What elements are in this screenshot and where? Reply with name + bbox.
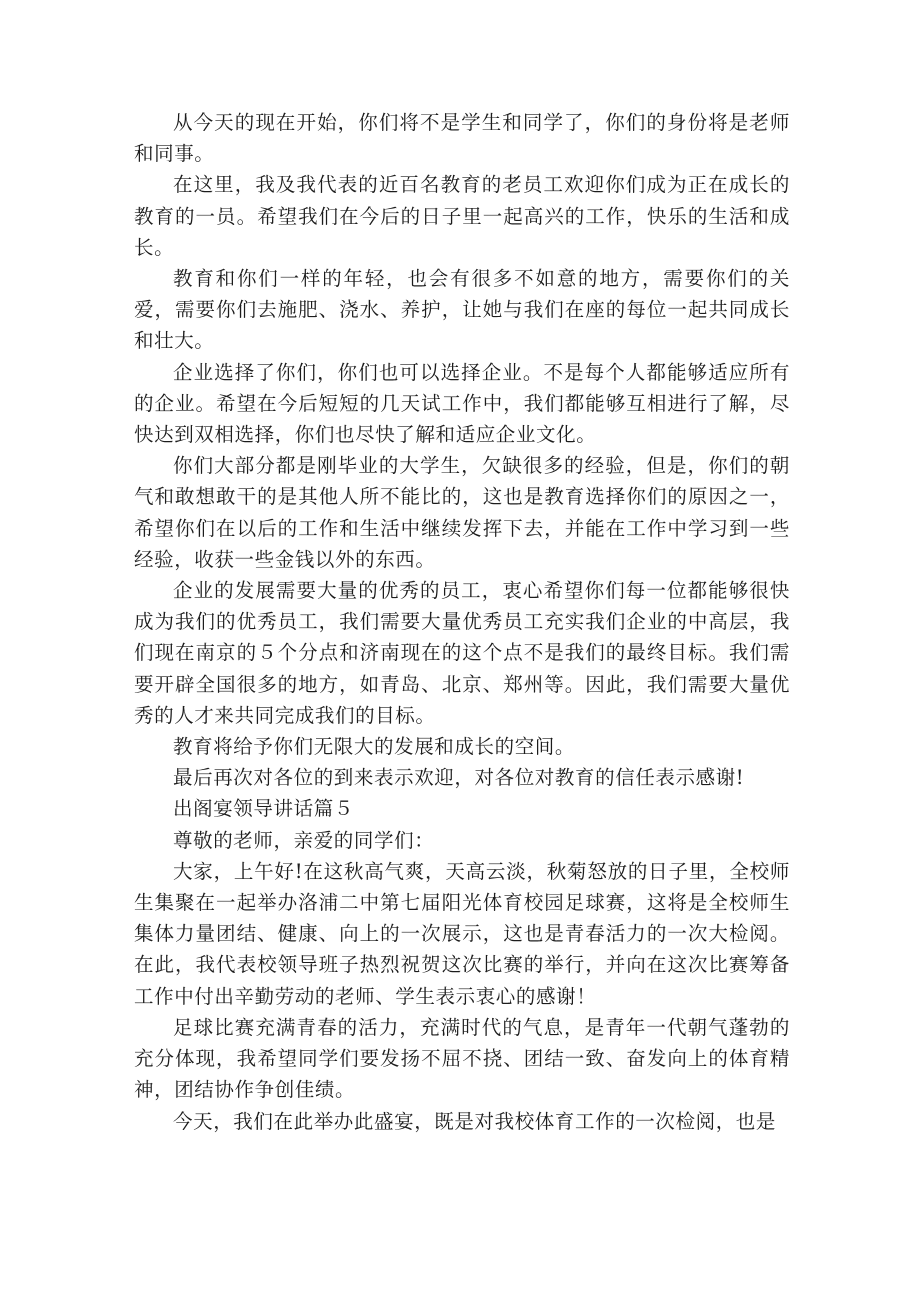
paragraph: 大家，上午好!在这秋高气爽，天高云淡，秋菊怒放的日子里，全校师生集聚在一起举办洛浦二中第七届阳光体育校园足球赛，这将是全校师生集体力量团结、健康、向上的一次展示，这也是青春活力的一次大检阅。在此，我代表校领导班子热烈祝贺这次比赛的举行，并向在这次比赛筹备工作中付出辛勤劳动的老师、学生表示衷心的感谢！: [134, 859, 790, 1008]
paragraph: 企业选择了你们，你们也可以选择企业。不是每个人都能够适应所有的企业。希望在今后短短的几天试工作中，我们都能够互相进行了解，尽快达到双相选择，你们也尽快了解和适应企业文化。: [134, 360, 790, 447]
paragraph: 最后再次对各位的到来表示欢迎，对各位对教育的信任表示感谢!: [173, 766, 745, 790]
paragraph: 在这里，我及我代表的近百名教育的老员工欢迎你们成为正在成长的教育的一员。希望我们在今后的日子里一起高兴的工作，快乐的生活和成长。: [134, 173, 790, 259]
paragraph: 教育和你们一样的年轻，也会有很多不如意的地方，需要你们的关爱，需要你们去施肥、浇水、养护，让她与我们在座的每位一起共同成长和壮大。: [134, 267, 790, 353]
paragraph: 企业的发展需要大量的优秀的员工，衷心希望你们每一位都能够很快成为我们的优秀员工，我们需要大量优秀员工充实我们企业的中高层，我们现在南京的５个分点和济南现在的这个点不是我们的最终目标。我们需要开辟全国很多的地方，如青岛、北京、郑州等。因此，我们需要大量优秀的人才来共同完成我们的目标。: [134, 579, 790, 727]
paragraph: 今天，我们在此举办此盛宴，既是对我校体育工作的一次检阅，也是: [173, 1109, 777, 1133]
paragraph: 足球比赛充满青春的活力，充满时代的气息，是青年一代朝气蓬勃的充分体现，我希望同学们要发扬不屈不挠、团结一致、奋发向上的体育精神，团结协作争创佳绩。: [134, 1015, 790, 1102]
salutation: 尊敬的老师，亲爱的同学们：: [173, 828, 435, 852]
section-heading: 出阁宴领导讲话篇５: [173, 797, 354, 821]
paragraph: 教育将给予你们无限大的发展和成长的空间。: [173, 735, 576, 759]
paragraph: 从今天的现在开始，你们将不是学生和同学了，你们的身份将是老师和同事。: [134, 111, 790, 166]
document-body: [134, 107, 790, 1137]
paragraph: 你们大部分都是刚毕业的大学生，欠缺很多的经验，但是，你们的朝气和敢想敢干的是其他人所不能比的，这也是教育选择你们的原因之一，希望你们在以后的工作和生活中继续发挥下去，并能在工作中学习到一些经验，收获一些金钱以外的东西。: [134, 454, 790, 571]
